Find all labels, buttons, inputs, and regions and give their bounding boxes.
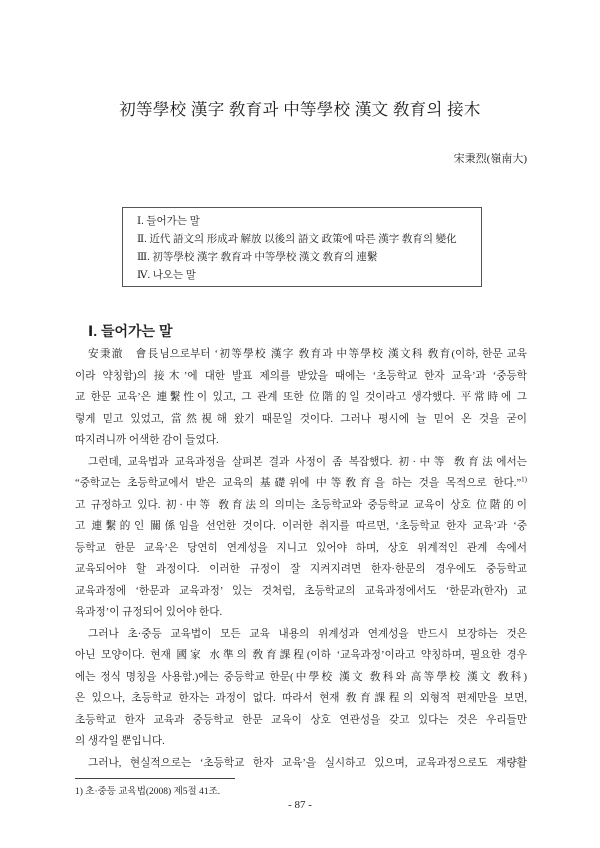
text-line: 교 한문 교육’은 連繫性이 있고, 그 관계 또한 位階的일 것이라고 생각했다. 平常時에 그 (75, 392, 527, 403)
text-line-content: “중학교는 초등학교에서 받은 교육의 基礎위에 中等敎育을 하는 것을 목적으로 한다.” (75, 478, 522, 489)
text-line: 교육과정에 ‘한문과 교육과정’ 있는 것처럼, 초등학교의 교육과정에서도 ‘한문과(한자) 교 (75, 585, 527, 597)
page-number: - 87 - (288, 799, 312, 811)
toc-item: Ⅱ. 近代 語文의 形成과 解放 以後의 語文 政策에 따른 漢字 敎育의 變化 (137, 234, 457, 245)
text-line: 은 있으나, 초등학교 한자는 과정이 없다. 따라서 현재 敎育課程의 외형적 편제만을 보면, (75, 693, 527, 704)
author-affiliation: 宋秉烈(嶺南大) (453, 153, 527, 165)
text-line: 교육되어야 할 과정이다. 이러한 규정이 잘 지켜지려면 한자·한문의 경우에도 중등학교 (75, 564, 527, 575)
text-line: 렇게 믿고 있었고, 當然視해 왔기 때문일 것이다. 그러나 평시에 늘 믿어 온 것을 굳이 (75, 413, 527, 425)
section-heading: Ⅰ. 들어가는 말 (88, 323, 173, 339)
document-title: 初等學校 漢字 敎育과 中等學校 漢文 敎育의 接木 (119, 100, 481, 119)
text-line (75, 473, 527, 495)
text-line: 그러나, 현실적으로는 ‘초등학교 한자 교육’을 실시하고 있으며, 교육과정으로도 재량활 (88, 757, 527, 769)
text-line: 그러나 초·중등 교육법이 모든 교육 내용의 위계성과 연계성을 반드시 보장하는 것은 (88, 628, 527, 640)
text-line: 등학교 한문 교육’은 당연히 연계성을 지니고 있어야 하며, 상호 위계적인 관계 속에서 (75, 542, 527, 554)
footnote: 1) 초·중등 교육법(2008) 제5절 41조. (75, 787, 221, 797)
text-line: 그런데, 교육법과 교육과정을 살펴본 결과 사정이 좀 복잡했다. 初·中等 敎育法에서는 (88, 456, 527, 468)
text-line: 의 생각일 뿐입니다. (75, 736, 165, 747)
text-line: 安秉澈 會長님으로부터 ‘初等學校 漢字 敎育과 中等學校 漢文科 敎育(이하, 한문 교육 (88, 349, 527, 360)
text-line: 에는 정식 명칭을 사용함.)에는 중등학교 한문(中學校 漢文 敎科와 高等學校 漢文 敎科) (75, 671, 527, 683)
table-of-contents (122, 207, 482, 287)
body-text (75, 344, 527, 774)
text-line: 이라 약칭함)의 接木’에 대한 발표 제의를 받았을 때에는 ‘초등학교 한자 교육’과 ‘중등학 (75, 370, 527, 382)
toc-item: Ⅳ. 나오는 말 (137, 270, 196, 281)
text-line: 육과정’이 규정되어 있어야 한다. (75, 607, 223, 618)
text-line: 고 규정하고 있다. 初·中等 敎育法의 의미는 초등학교와 중등학교 교육이 상호 位階的이 (75, 499, 527, 511)
footnote-reference: 1) (521, 475, 527, 484)
text-line: 아닌 모양이다. 현재 國家 水準의 敎育課程(이하 ‘교육과정’이라고 약칭하며, 필요한 경우 (75, 650, 527, 661)
footnote-divider (75, 778, 235, 779)
toc-item: Ⅰ. 들어가는 말 (137, 216, 200, 227)
text-line: 초등학교 한자 교육과 중등학교 한문 교육이 상호 연관성을 갖고 있다는 것은 우리들만 (75, 714, 527, 726)
text-line: 따지려니까 어색한 감이 들었다. (75, 435, 219, 446)
toc-item: Ⅲ. 初等學校 漢字 敎育과 中等學校 漢文 敎育의 連繫 (137, 252, 378, 263)
text-line: 고 連繫的인 關係임을 선언한 것이다. 이러한 취지를 따르면, ‘초등학교 한자 교육’과 ‘중 (75, 521, 527, 532)
